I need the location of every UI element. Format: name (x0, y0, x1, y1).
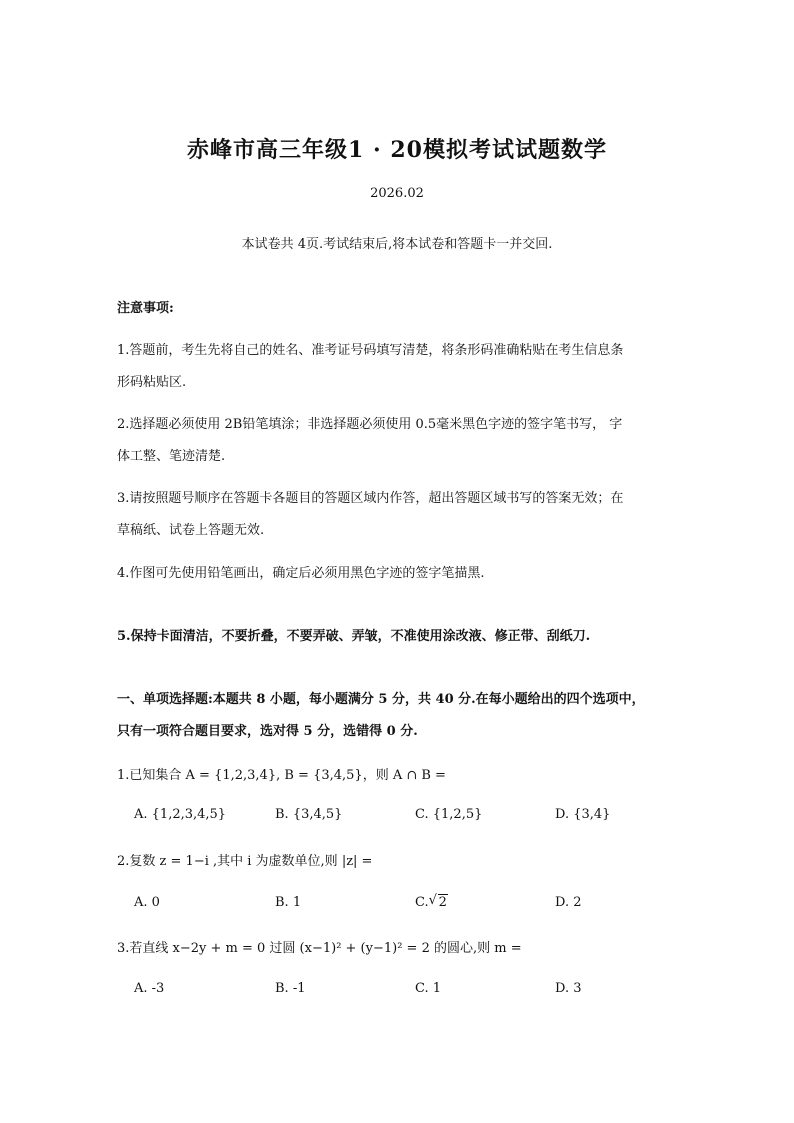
question-1-option-a: A. {1,2,3,4,5} (134, 807, 227, 822)
question-3-stem: 3.若直线 x−2y + m = 0 过圆 (x−1)² + (y−1)² = 2 的圆心,则 m = (117, 941, 522, 956)
question-2-option-a: A. 0 (134, 895, 160, 910)
sqrt-icon (429, 895, 448, 910)
question-3-option-c: C. 1 (415, 981, 442, 996)
question-2-option-c (415, 895, 448, 910)
notice-item-5: 5.保持卡面清洁，不要折叠，不要弄破、弄皱，不准使用涂改液、修正带、刮纸刀. (117, 629, 591, 644)
exam-date: 2026.02 (370, 186, 424, 201)
question-3-option-b: B. -1 (275, 981, 306, 996)
notice-item-4: 4.作图可先使用铅笔画出，确定后必须用黑色字迹的签字笔描黑. (117, 566, 485, 581)
question-1-option-d: D. {3,4} (555, 807, 611, 822)
sqrt-radicand: 2 (438, 895, 447, 910)
question-3-option-d: D. 3 (555, 981, 582, 996)
question-3-option-a: A. -3 (134, 981, 165, 996)
question-1-stem: 1.已知集合 A = {1,2,3,4}, B = {3,4,5}，则 A ∩ B = (117, 768, 446, 783)
exam-intro: 本试卷共 4页.考试结束后,将本试卷和答题卡一并交回. (241, 237, 553, 252)
exam-title: 赤峰市高三年级1 · 20模拟考试试题数学 (187, 137, 607, 163)
question-1-option-c: C. {1,2,5} (415, 807, 483, 822)
section-1-heading-line1: 一、单项选择题:本题共 8 小题，每小题满分 5 分，共 40 分.在每小题给出的四个选项中， (117, 692, 645, 707)
question-2-option-d: D. 2 (555, 895, 582, 910)
question-2-stem: 2.复数 z = 1−i ,其中 i 为虚数单位,则 |z| = (117, 854, 373, 869)
question-2-option-c-label: C. (415, 895, 429, 910)
notice-item-2-line2: 体工整、笔迹清楚. (117, 449, 226, 464)
notice-item-2-line1: 2.选择题必须使用 2B铅笔填涂；非选择题必须使用 0.5毫米黑色字迹的签字笔书写， 字 (117, 417, 623, 432)
section-1-heading-line2: 只有一项符合题目要求，选对得 5 分，选错得 0 分. (117, 724, 418, 739)
notice-heading: 注意事项: (117, 301, 174, 316)
notice-item-3-line1: 3.请按照题号顺序在答题卡各题目的答题区域内作答，超出答题区域书写的答案无效；在 (117, 491, 624, 506)
notice-item-3-line2: 草稿纸、试卷上答题无效. (117, 523, 265, 538)
notice-item-1-line1: 1.答题前，考生先将自己的姓名、准考证号码填写清楚，将条形码准确粘贴在考生信息条 (117, 343, 624, 358)
notice-item-1-line2: 形码粘贴区. (117, 375, 187, 390)
question-2-option-b: B. 1 (275, 895, 302, 910)
question-1-option-b: B. {3,4,5} (275, 807, 343, 822)
